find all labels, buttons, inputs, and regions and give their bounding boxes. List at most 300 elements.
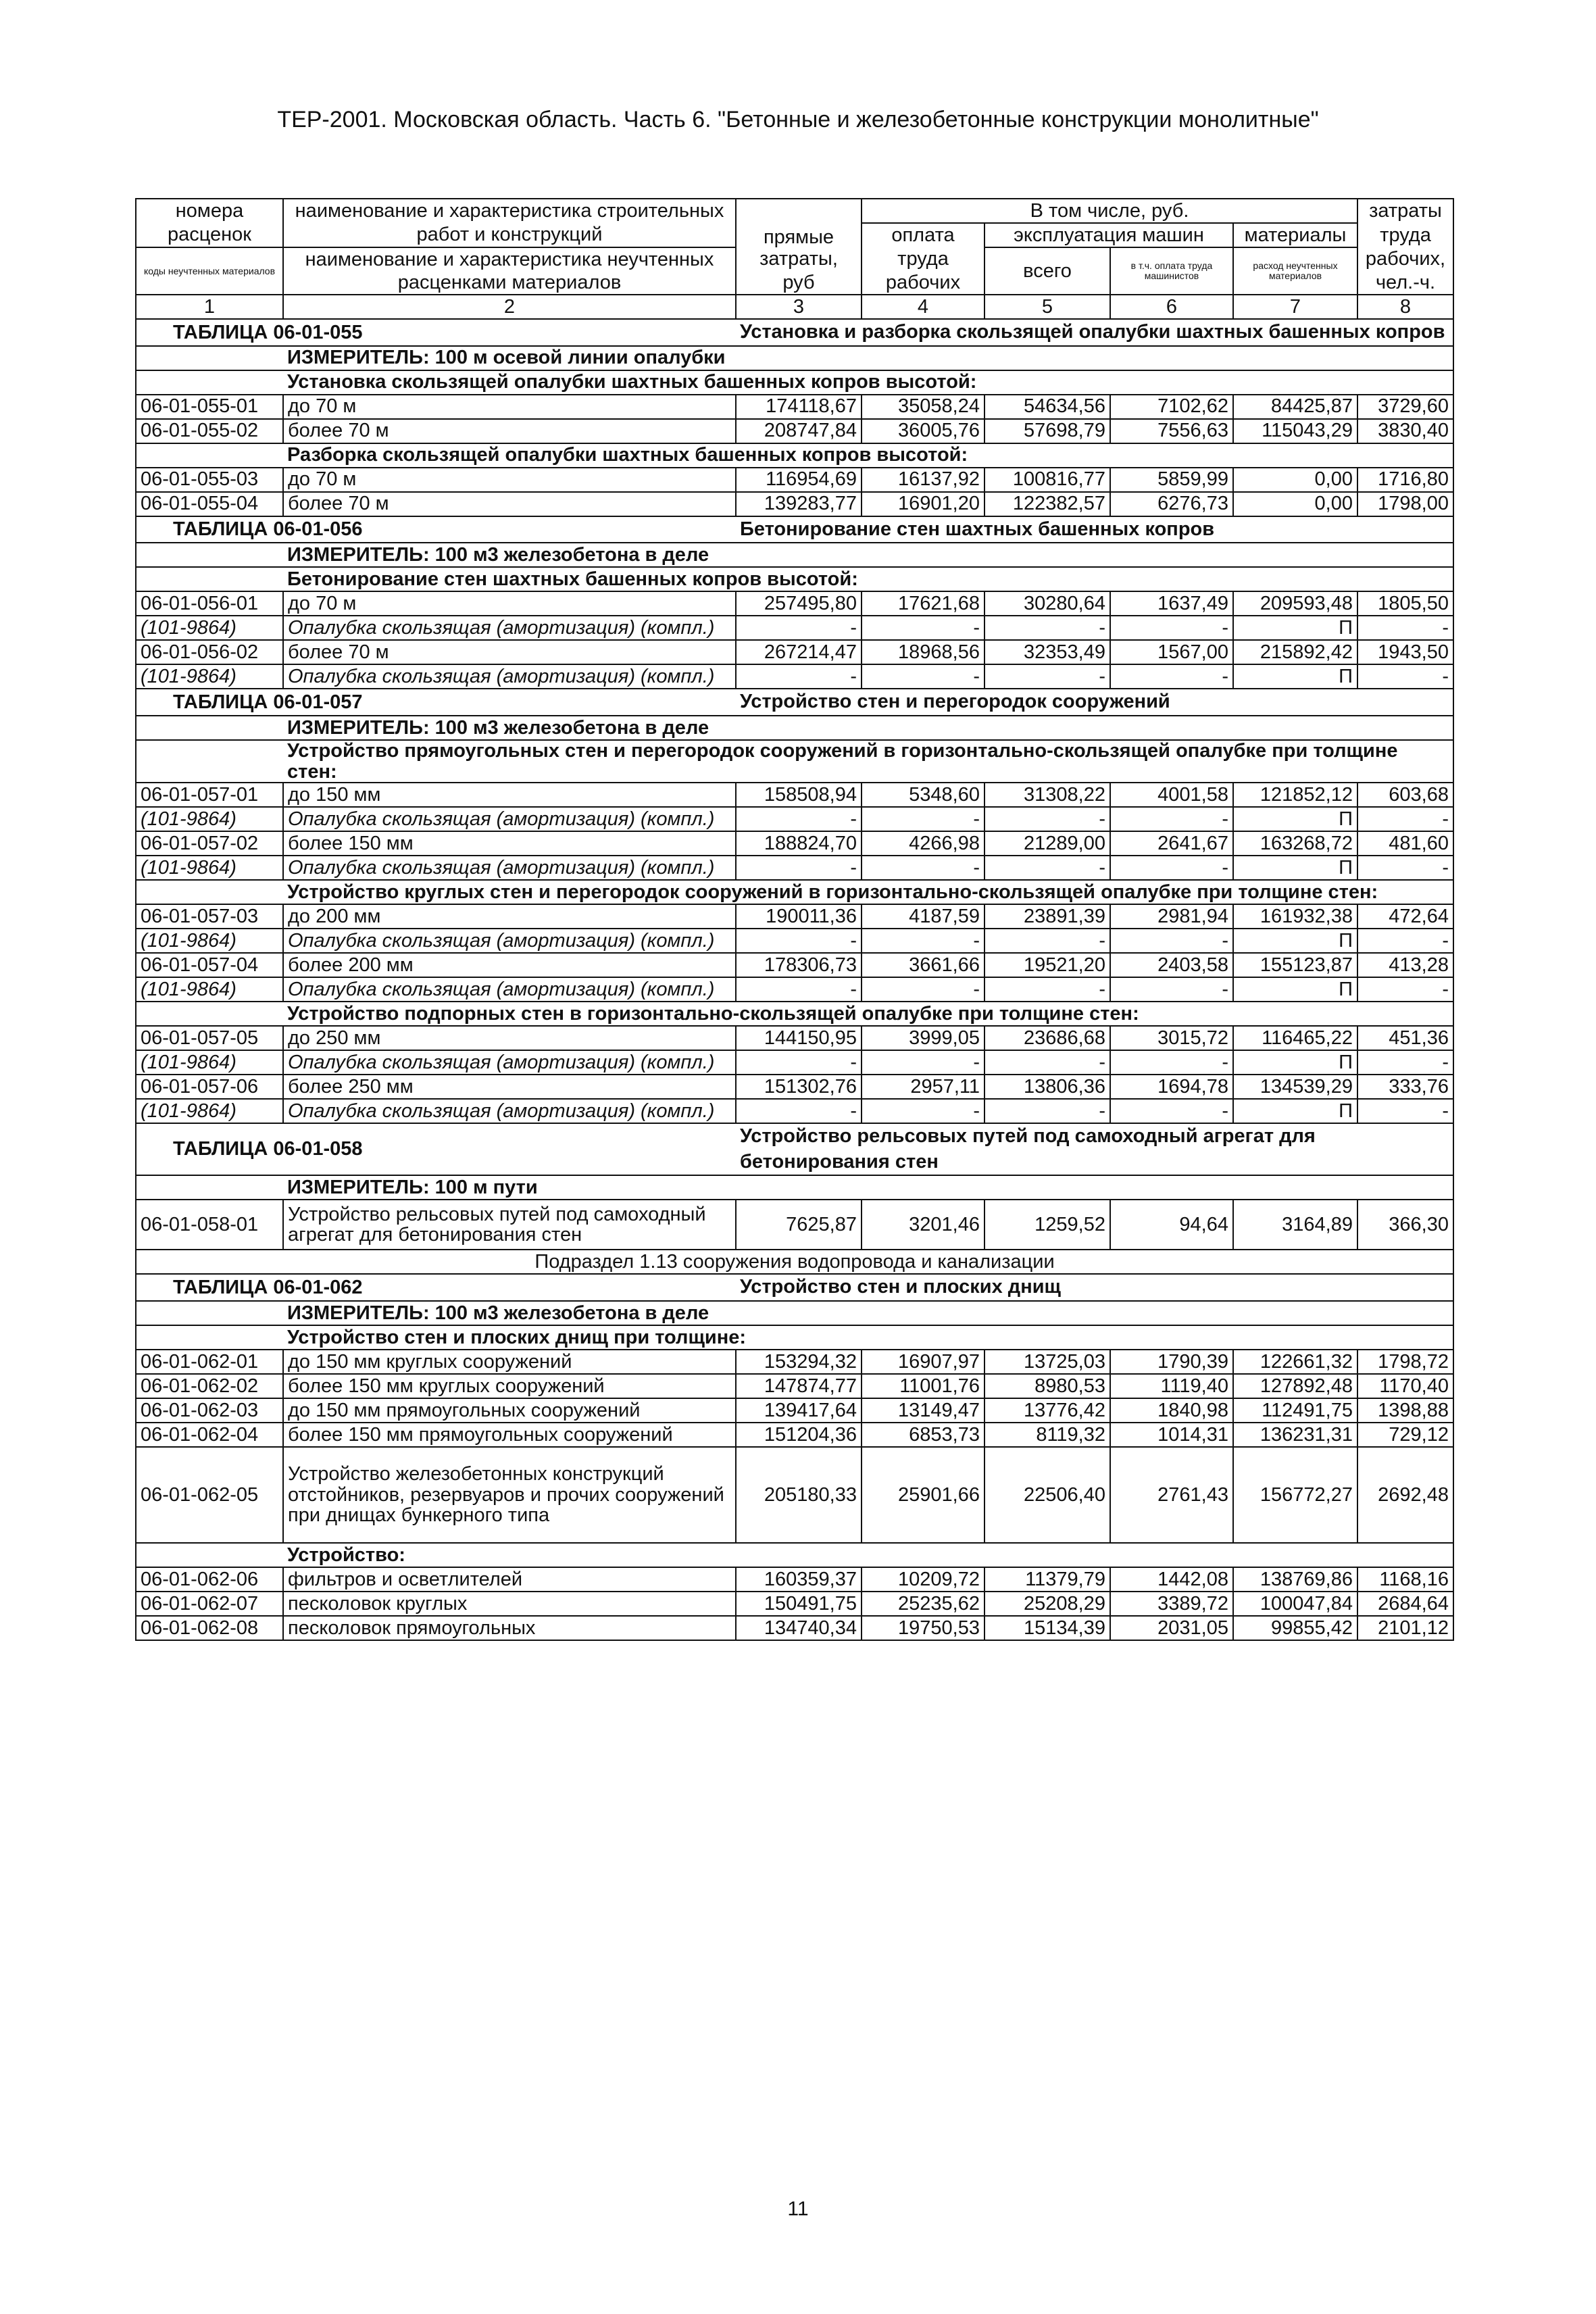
meter-label: ИЗМЕРИТЕЛЬ: 100 м пути bbox=[283, 1175, 1453, 1200]
table-row bbox=[136, 468, 1453, 492]
value-cell: 150491,75 bbox=[736, 1592, 862, 1616]
value-cell: 115043,29 bbox=[1233, 419, 1357, 443]
value-cell: - bbox=[984, 1050, 1110, 1075]
value-cell: 1805,50 bbox=[1357, 591, 1453, 616]
value-cell: - bbox=[1110, 1050, 1233, 1075]
value-cell: 178306,73 bbox=[736, 953, 862, 977]
value-cell: 22506,40 bbox=[984, 1447, 1110, 1543]
rate-code: 06-01-062-07 bbox=[136, 1592, 283, 1616]
value-cell: 121852,12 bbox=[1233, 783, 1357, 807]
column-number: 6 bbox=[1110, 295, 1233, 319]
value-cell: 3661,66 bbox=[862, 953, 984, 977]
table-name: Устройство стен и перегородок сооружений bbox=[736, 689, 1453, 716]
table-title-row bbox=[136, 689, 1453, 716]
rate-name: песколовок прямоугольных bbox=[283, 1616, 736, 1640]
value-cell: 215892,42 bbox=[1233, 640, 1357, 664]
value-cell: - bbox=[862, 664, 984, 689]
value-cell: - bbox=[1357, 807, 1453, 831]
meter-spacer bbox=[136, 543, 283, 567]
page-number: 11 bbox=[787, 2198, 809, 2220]
value-cell: 30280,64 bbox=[984, 591, 1110, 616]
value-cell: 122661,32 bbox=[1233, 1350, 1357, 1374]
rate-name: Опалубка скользящая (амортизация) (компл.) bbox=[283, 977, 736, 1002]
rate-code: (101-9864) bbox=[136, 977, 283, 1002]
meter-spacer bbox=[136, 1175, 283, 1200]
column-numbers bbox=[136, 295, 1453, 319]
group-spacer bbox=[136, 370, 283, 395]
group-title: Бетонирование стен шахтных башенных копров высотой: bbox=[283, 567, 1453, 591]
value-cell: 57698,79 bbox=[984, 419, 1110, 443]
rate-code: (101-9864) bbox=[136, 929, 283, 953]
value-cell: 156772,27 bbox=[1233, 1447, 1357, 1543]
value-cell: 2101,12 bbox=[1357, 1616, 1453, 1640]
value-cell: 451,36 bbox=[1357, 1026, 1453, 1050]
group-row bbox=[136, 567, 1453, 591]
value-cell: 1694,78 bbox=[1110, 1075, 1233, 1099]
value-cell: П bbox=[1233, 977, 1357, 1002]
table-row bbox=[136, 1616, 1453, 1640]
group-spacer bbox=[136, 567, 283, 591]
rate-code: (101-9864) bbox=[136, 616, 283, 640]
rate-code: 06-01-055-02 bbox=[136, 419, 283, 443]
value-cell: 21289,00 bbox=[984, 831, 1110, 856]
group-title: Устройство: bbox=[283, 1543, 1453, 1567]
price-table bbox=[135, 198, 1454, 1641]
value-cell: - bbox=[736, 807, 862, 831]
value-cell: 1168,16 bbox=[1357, 1567, 1453, 1592]
value-cell: - bbox=[1110, 929, 1233, 953]
value-cell: 11001,76 bbox=[862, 1374, 984, 1398]
value-cell: 2031,05 bbox=[1110, 1616, 1233, 1640]
rate-name: более 150 мм прямоугольных сооружений bbox=[283, 1423, 736, 1447]
value-cell: 2403,58 bbox=[1110, 953, 1233, 977]
value-cell: - bbox=[1110, 807, 1233, 831]
value-cell: П bbox=[1233, 1050, 1357, 1075]
value-cell: 366,30 bbox=[1357, 1200, 1453, 1250]
rate-code: (101-9864) bbox=[136, 856, 283, 880]
value-cell: 2641,67 bbox=[1110, 831, 1233, 856]
table-row bbox=[136, 1075, 1453, 1099]
value-cell: 25901,66 bbox=[862, 1447, 984, 1543]
rate-name: до 70 м bbox=[283, 395, 736, 419]
running-header: ТЕР-2001. Московская область. Часть 6. "Бетонные и железобетонные конструкции монолитные" bbox=[277, 107, 1319, 132]
value-cell: 16907,97 bbox=[862, 1350, 984, 1374]
material-row bbox=[136, 856, 1453, 880]
material-row bbox=[136, 1099, 1453, 1123]
value-cell: 190011,36 bbox=[736, 904, 862, 929]
value-cell: 1567,00 bbox=[1110, 640, 1233, 664]
col-labor-sub3: чел.-ч. bbox=[1357, 271, 1453, 295]
value-cell: 32353,49 bbox=[984, 640, 1110, 664]
col-name-note: наименование и характеристика неучтенных bbox=[283, 247, 736, 271]
rate-name: до 150 мм круглых сооружений bbox=[283, 1350, 736, 1374]
meter-row bbox=[136, 1301, 1453, 1325]
value-cell: 1014,31 bbox=[1110, 1423, 1233, 1447]
value-cell: - bbox=[984, 929, 1110, 953]
rate-name: песколовок круглых bbox=[283, 1592, 736, 1616]
table-code: ТАБЛИЦА 06-01-058 bbox=[136, 1123, 736, 1175]
value-cell: 23891,39 bbox=[984, 904, 1110, 929]
col-labor-head: затраты bbox=[1357, 199, 1453, 223]
value-cell: - bbox=[862, 977, 984, 1002]
table-title-row bbox=[136, 1123, 1453, 1175]
rate-code: 06-01-056-01 bbox=[136, 591, 283, 616]
rate-name: Опалубка скользящая (амортизация) (компл.) bbox=[283, 929, 736, 953]
value-cell: - bbox=[1110, 856, 1233, 880]
value-cell: 8119,32 bbox=[984, 1423, 1110, 1447]
column-number: 1 bbox=[136, 295, 283, 319]
value-cell: 205180,33 bbox=[736, 1447, 862, 1543]
value-cell: 147874,77 bbox=[736, 1374, 862, 1398]
meter-label: ИЗМЕРИТЕЛЬ: 100 м3 железобетона в деле bbox=[283, 716, 1453, 740]
value-cell: - bbox=[1357, 1099, 1453, 1123]
labor-pay-head: оплата bbox=[862, 223, 984, 247]
value-cell: - bbox=[736, 856, 862, 880]
rate-code: (101-9864) bbox=[136, 1099, 283, 1123]
value-cell: 134740,34 bbox=[736, 1616, 862, 1640]
rate-code: (101-9864) bbox=[136, 807, 283, 831]
materials-head: материалы bbox=[1233, 223, 1357, 247]
rate-name: до 250 мм bbox=[283, 1026, 736, 1050]
table-row bbox=[136, 783, 1453, 807]
rate-name: более 150 мм круглых сооружений bbox=[283, 1374, 736, 1398]
value-cell: 2981,94 bbox=[1110, 904, 1233, 929]
group-row bbox=[136, 740, 1453, 783]
meter-spacer bbox=[136, 346, 283, 370]
table-row bbox=[136, 492, 1453, 516]
value-cell: 3830,40 bbox=[1357, 419, 1453, 443]
value-cell: - bbox=[1110, 977, 1233, 1002]
group-row bbox=[136, 1325, 1453, 1350]
meter-label: ИЗМЕРИТЕЛЬ: 100 м3 железобетона в деле bbox=[283, 543, 1453, 567]
rate-code: 06-01-062-01 bbox=[136, 1350, 283, 1374]
value-cell: 1840,98 bbox=[1110, 1398, 1233, 1423]
value-cell: 6276,73 bbox=[1110, 492, 1233, 516]
table-row bbox=[136, 831, 1453, 856]
value-cell: 472,64 bbox=[1357, 904, 1453, 929]
incl-head: В том числе, руб. bbox=[862, 199, 1357, 223]
value-cell: - bbox=[1110, 1099, 1233, 1123]
value-cell: 3999,05 bbox=[862, 1026, 984, 1050]
labor-pay-sub: труда bbox=[862, 247, 984, 271]
value-cell: 2761,43 bbox=[1110, 1447, 1233, 1543]
material-row bbox=[136, 616, 1453, 640]
rate-code: 06-01-057-04 bbox=[136, 953, 283, 977]
value-cell: 413,28 bbox=[1357, 953, 1453, 977]
value-cell: 94,64 bbox=[1110, 1200, 1233, 1250]
value-cell: 31308,22 bbox=[984, 783, 1110, 807]
rate-code: 06-01-062-05 bbox=[136, 1447, 283, 1543]
value-cell: 13776,42 bbox=[984, 1398, 1110, 1423]
value-cell: 23686,68 bbox=[984, 1026, 1110, 1050]
value-cell: - bbox=[862, 1050, 984, 1075]
value-cell: - bbox=[1357, 929, 1453, 953]
value-cell: 134539,29 bbox=[1233, 1075, 1357, 1099]
value-cell: - bbox=[862, 929, 984, 953]
value-cell: 158508,94 bbox=[736, 783, 862, 807]
value-cell: 138769,86 bbox=[1233, 1567, 1357, 1592]
table-code: ТАБЛИЦА 06-01-055 bbox=[136, 319, 736, 346]
value-cell: - bbox=[736, 977, 862, 1002]
table-code: ТАБЛИЦА 06-01-062 bbox=[136, 1274, 736, 1301]
value-cell: 13149,47 bbox=[862, 1398, 984, 1423]
table-row bbox=[136, 953, 1453, 977]
col-code-note: коды неучтенных материалов bbox=[136, 247, 283, 295]
group-title: Устройство стен и плоских днищ при толщине: bbox=[283, 1325, 1453, 1350]
value-cell: 36005,76 bbox=[862, 419, 984, 443]
column-number: 5 bbox=[984, 295, 1110, 319]
rate-code: 06-01-062-02 bbox=[136, 1374, 283, 1398]
value-cell: 127892,48 bbox=[1233, 1374, 1357, 1398]
col-name-head: наименование и характеристика строительных bbox=[283, 199, 736, 223]
value-cell: 0,00 bbox=[1233, 468, 1357, 492]
table-row bbox=[136, 1026, 1453, 1050]
rate-name: Опалубка скользящая (амортизация) (компл.) bbox=[283, 664, 736, 689]
value-cell: 1716,80 bbox=[1357, 468, 1453, 492]
value-cell: 151204,36 bbox=[736, 1423, 862, 1447]
value-cell: 16901,20 bbox=[862, 492, 984, 516]
machines-head: эксплуатация машин bbox=[984, 223, 1233, 247]
rate-name: Опалубка скользящая (амортизация) (компл.) bbox=[283, 1050, 736, 1075]
value-cell: - bbox=[984, 664, 1110, 689]
table-head bbox=[136, 199, 1453, 319]
value-cell: 112491,75 bbox=[1233, 1398, 1357, 1423]
table-row bbox=[136, 1200, 1453, 1250]
meter-row bbox=[136, 716, 1453, 740]
rate-name: до 70 м bbox=[283, 591, 736, 616]
col-direct-sub2: руб bbox=[736, 271, 862, 295]
value-cell: - bbox=[984, 856, 1110, 880]
rate-code: 06-01-057-02 bbox=[136, 831, 283, 856]
value-cell: - bbox=[736, 616, 862, 640]
value-cell: 16137,92 bbox=[862, 468, 984, 492]
rate-code: 06-01-062-04 bbox=[136, 1423, 283, 1447]
value-cell: 7102,62 bbox=[1110, 395, 1233, 419]
value-cell: 100047,84 bbox=[1233, 1592, 1357, 1616]
value-cell: 4266,98 bbox=[862, 831, 984, 856]
value-cell: 153294,32 bbox=[736, 1350, 862, 1374]
rate-code: 06-01-055-03 bbox=[136, 468, 283, 492]
value-cell: - bbox=[984, 807, 1110, 831]
value-cell: 0,00 bbox=[1233, 492, 1357, 516]
value-cell: 1798,00 bbox=[1357, 492, 1453, 516]
table-name: Устройство стен и плоских днищ bbox=[736, 1274, 1453, 1301]
value-cell: 15134,39 bbox=[984, 1616, 1110, 1640]
rate-code: 06-01-055-01 bbox=[136, 395, 283, 419]
value-cell: 17621,68 bbox=[862, 591, 984, 616]
value-cell: 1119,40 bbox=[1110, 1374, 1233, 1398]
rate-code: 06-01-057-01 bbox=[136, 783, 283, 807]
rate-name: более 150 мм bbox=[283, 831, 736, 856]
rate-code: (101-9864) bbox=[136, 664, 283, 689]
rate-name: фильтров и осветлителей bbox=[283, 1567, 736, 1592]
value-cell: - bbox=[1357, 664, 1453, 689]
value-cell: - bbox=[984, 977, 1110, 1002]
group-row bbox=[136, 370, 1453, 395]
rate-name: более 250 мм bbox=[283, 1075, 736, 1099]
price-sheet bbox=[135, 198, 1453, 1641]
table-row bbox=[136, 904, 1453, 929]
table-row bbox=[136, 591, 1453, 616]
column-number: 4 bbox=[862, 295, 984, 319]
value-cell: 3015,72 bbox=[1110, 1026, 1233, 1050]
value-cell: 139417,64 bbox=[736, 1398, 862, 1423]
rate-name: Опалубка скользящая (амортизация) (компл.) bbox=[283, 1099, 736, 1123]
rate-name: Опалубка скользящая (амортизация) (компл.) bbox=[283, 807, 736, 831]
group-row bbox=[136, 880, 1453, 904]
table-title-row bbox=[136, 1274, 1453, 1301]
value-cell: 1943,50 bbox=[1357, 640, 1453, 664]
rate-code: 06-01-057-05 bbox=[136, 1026, 283, 1050]
section-title: Подраздел 1.13 сооружения водопровода и канализации bbox=[136, 1250, 1453, 1274]
value-cell: - bbox=[862, 1099, 984, 1123]
meter-row bbox=[136, 346, 1453, 370]
value-cell: 10209,72 bbox=[862, 1567, 984, 1592]
table-row bbox=[136, 395, 1453, 419]
value-cell: 257495,80 bbox=[736, 591, 862, 616]
table-row bbox=[136, 1592, 1453, 1616]
value-cell: - bbox=[862, 807, 984, 831]
col-direct-sub: затраты, bbox=[736, 247, 862, 271]
col-code-head: номера bbox=[136, 199, 283, 223]
rate-code: (101-9864) bbox=[136, 1050, 283, 1075]
value-cell: 139283,77 bbox=[736, 492, 862, 516]
column-number: 8 bbox=[1357, 295, 1453, 319]
meter-spacer bbox=[136, 1301, 283, 1325]
group-title: Устройство подпорных стен в горизонтально-скользящей опалубке при толщине стен: bbox=[283, 1002, 1453, 1026]
machines-total-head: всего bbox=[984, 247, 1110, 295]
group-spacer bbox=[136, 880, 283, 904]
value-cell: 5348,60 bbox=[862, 783, 984, 807]
group-title: Устройство круглых стен и перегородок сооружений в горизонтально-скользящей опалубке при толщине стен: bbox=[283, 880, 1453, 904]
rate-code: 06-01-057-06 bbox=[136, 1075, 283, 1099]
value-cell: 1398,88 bbox=[1357, 1398, 1453, 1423]
rate-code: 06-01-058-01 bbox=[136, 1200, 283, 1250]
col-labor-sub2: рабочих, bbox=[1357, 247, 1453, 271]
value-cell: 1637,49 bbox=[1110, 591, 1233, 616]
value-cell: 6853,73 bbox=[862, 1423, 984, 1447]
value-cell: 333,76 bbox=[1357, 1075, 1453, 1099]
value-cell: - bbox=[984, 1099, 1110, 1123]
value-cell: П bbox=[1233, 856, 1357, 880]
materials-note-head: расход неучтенных материалов bbox=[1233, 247, 1357, 295]
value-cell: - bbox=[1357, 977, 1453, 1002]
table-row bbox=[136, 1350, 1453, 1374]
value-cell: - bbox=[736, 1050, 862, 1075]
value-cell: 2957,11 bbox=[862, 1075, 984, 1099]
rate-code: 06-01-062-08 bbox=[136, 1616, 283, 1640]
value-cell: 151302,76 bbox=[736, 1075, 862, 1099]
table-title-row bbox=[136, 319, 1453, 346]
value-cell: 13725,03 bbox=[984, 1350, 1110, 1374]
table-row bbox=[136, 1567, 1453, 1592]
column-number: 3 bbox=[736, 295, 862, 319]
col-code-sub: расценок bbox=[136, 223, 283, 247]
rate-name: более 70 м bbox=[283, 419, 736, 443]
value-cell: - bbox=[736, 664, 862, 689]
group-spacer bbox=[136, 1543, 283, 1567]
machines-note-head: в т.ч. оплата труда машинистов bbox=[1110, 247, 1233, 295]
value-cell: 8980,53 bbox=[984, 1374, 1110, 1398]
col-name-sub: работ и конструкций bbox=[283, 223, 736, 247]
value-cell: 4187,59 bbox=[862, 904, 984, 929]
value-cell: - bbox=[1110, 664, 1233, 689]
meter-spacer bbox=[136, 716, 283, 740]
value-cell: 1798,72 bbox=[1357, 1350, 1453, 1374]
value-cell: 1442,08 bbox=[1110, 1567, 1233, 1592]
table-row bbox=[136, 1398, 1453, 1423]
rate-name: до 150 мм bbox=[283, 783, 736, 807]
rate-name: до 200 мм bbox=[283, 904, 736, 929]
value-cell: 11379,79 bbox=[984, 1567, 1110, 1592]
value-cell: 160359,37 bbox=[736, 1567, 862, 1592]
group-row bbox=[136, 1543, 1453, 1567]
value-cell: 99855,42 bbox=[1233, 1616, 1357, 1640]
value-cell: 25208,29 bbox=[984, 1592, 1110, 1616]
group-spacer bbox=[136, 1325, 283, 1350]
material-row bbox=[136, 929, 1453, 953]
value-cell: 13806,36 bbox=[984, 1075, 1110, 1099]
value-cell: 122382,57 bbox=[984, 492, 1110, 516]
value-cell: 116465,22 bbox=[1233, 1026, 1357, 1050]
col-direct-head: прямые bbox=[736, 199, 862, 247]
value-cell: 35058,24 bbox=[862, 395, 984, 419]
meter-label: ИЗМЕРИТЕЛЬ: 100 м3 железобетона в деле bbox=[283, 1301, 1453, 1325]
meter-label: ИЗМЕРИТЕЛЬ: 100 м осевой линии опалубки bbox=[283, 346, 1453, 370]
rate-code: 06-01-062-03 bbox=[136, 1398, 283, 1423]
table-row bbox=[136, 640, 1453, 664]
rate-name: Устройство железобетонных конструкций отстойников, резервуаров и прочих сооружений при днищах бункерного типа bbox=[283, 1447, 736, 1543]
value-cell: 1170,40 bbox=[1357, 1374, 1453, 1398]
rate-name: более 200 мм bbox=[283, 953, 736, 977]
value-cell: - bbox=[984, 616, 1110, 640]
value-cell: 136231,31 bbox=[1233, 1423, 1357, 1447]
value-cell: 19521,20 bbox=[984, 953, 1110, 977]
value-cell: П bbox=[1233, 929, 1357, 953]
column-number: 2 bbox=[283, 295, 736, 319]
col-name-note2: расценками материалов bbox=[283, 271, 736, 295]
value-cell: П bbox=[1233, 664, 1357, 689]
value-cell: 267214,47 bbox=[736, 640, 862, 664]
col-labor-sub: труда bbox=[1357, 223, 1453, 247]
value-cell: 729,12 bbox=[1357, 1423, 1453, 1447]
value-cell: - bbox=[736, 1099, 862, 1123]
table-row bbox=[136, 1374, 1453, 1398]
material-row bbox=[136, 977, 1453, 1002]
value-cell: 7625,87 bbox=[736, 1200, 862, 1250]
rate-code: 06-01-056-02 bbox=[136, 640, 283, 664]
value-cell: 2692,48 bbox=[1357, 1447, 1453, 1543]
value-cell: 144150,95 bbox=[736, 1026, 862, 1050]
value-cell: 163268,72 bbox=[1233, 831, 1357, 856]
value-cell: П bbox=[1233, 1099, 1357, 1123]
group-spacer bbox=[136, 1002, 283, 1026]
value-cell: 4001,58 bbox=[1110, 783, 1233, 807]
table-row bbox=[136, 1423, 1453, 1447]
group-spacer bbox=[136, 740, 283, 783]
value-cell: 3201,46 bbox=[862, 1200, 984, 1250]
table-name: Установка и разборка скользящей опалубки шахтных башенных копров bbox=[736, 319, 1453, 346]
value-cell: П bbox=[1233, 616, 1357, 640]
column-number: 7 bbox=[1233, 295, 1357, 319]
value-cell: - bbox=[1357, 616, 1453, 640]
value-cell: - bbox=[862, 856, 984, 880]
group-spacer bbox=[136, 443, 283, 468]
rate-code: 06-01-055-04 bbox=[136, 492, 283, 516]
rate-name: Опалубка скользящая (амортизация) (компл.) bbox=[283, 856, 736, 880]
value-cell: 3389,72 bbox=[1110, 1592, 1233, 1616]
value-cell: 603,68 bbox=[1357, 783, 1453, 807]
